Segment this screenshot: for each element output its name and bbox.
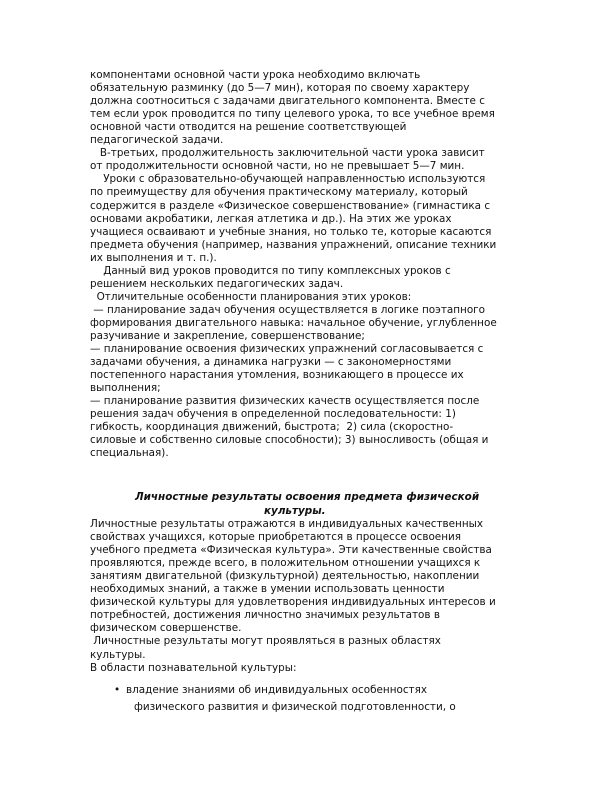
text-line: основами акробатики, легкая атлетика и др.). На этих же уроках (90, 212, 452, 225)
text-line: предмета обучения (например, названия упражнений, описание техники (90, 238, 497, 251)
text-line: Личностные результаты отражаются в индивидуальных качественных (90, 518, 483, 530)
section-heading-line-1: Личностные результаты освоения предмета физической (135, 491, 480, 503)
text-line: по преимуществу для обучения практическому материалу, который (90, 186, 468, 199)
text-line: задачами обучения, а динамика нагрузки — с закономерностями (90, 356, 452, 369)
text-line: Уроки с образовательно-обучающей направленностью используются (90, 173, 486, 186)
text-line: их выполнения и т. п.). (90, 251, 217, 264)
text-line: физическом совершенстве. (90, 622, 242, 635)
bullet-marker: • (114, 684, 121, 696)
text-line: культуры. (90, 648, 146, 661)
text-line: от продолжительности основной части, но не превышает 5—7 мин. (90, 160, 465, 173)
text-line: потребностей, достижения личностно значимых результатов в (90, 609, 440, 622)
section-heading-line-2: культуры. (264, 505, 326, 517)
text-line: формирования двигательного навыка: начальное обучение, углубленное (90, 316, 497, 329)
text-line: решения задач обучения в определенной последовательности: 1) (90, 408, 456, 421)
text-line: проявляются, прежде всего, в положительном отношении учащихся к (90, 557, 481, 570)
text-line: обязательную разминку (до 5—7 мин), которая по своему характеру (90, 82, 470, 95)
text-line: разучивание и закрепление, совершенствование; (90, 330, 365, 342)
text-line: учебного предмета «Физическая культура». Эти качественные свойства (90, 544, 492, 557)
text-line: необходимых знаний, а также в умении использовать ценности (90, 583, 445, 596)
text-line: Отличительные особенности планирования этих уроков: (90, 290, 412, 303)
text-line: Данный вид уроков проводится по типу комплексных уроков с (90, 264, 451, 277)
text-line: постепенного нарастания утомления, возникающего в процессе их (90, 369, 464, 382)
text-line: В-третьих, продолжительность заключительной части урока зависит (90, 147, 485, 160)
text-line: — планирование развития физических качеств осуществляется после (90, 395, 480, 408)
text-line: силовые и собственно силовые способности); 3) выносливость (общая и (90, 434, 489, 447)
text-line: Личностные результаты могут проявляться в разных областях (90, 635, 441, 648)
text-line: учащиеся осваивают и учебные знания, но только те, которые касаются (90, 225, 492, 238)
text-line: педагогической задачи. (90, 134, 224, 147)
bullet-item-line-1: владение знаниями об индивидуальных особенностях (126, 684, 428, 696)
text-line: основной части отводится на решение соответствующей (90, 121, 407, 134)
text-line: тем если урок проводится по типу целевого урока, то все учебное время (90, 108, 495, 121)
text-line: компонентами основной части урока необходимо включать (90, 69, 421, 81)
text-line: В области познавательной культуры: (90, 661, 297, 674)
text-line: специальная). (90, 447, 169, 460)
bullet-item-line-2: физического развития и физической подготовленности, о (134, 701, 456, 713)
text-line: — планирование задач обучения осуществляется в логике поэтапного (90, 303, 485, 316)
text-line: — планирование освоения физических упражнений согласовывается с (90, 343, 484, 356)
text-line: содержится в разделе «Физическое совершенствование» (гимнастика с (90, 199, 491, 212)
text-line: физической культуры для удовлетворения индивидуальных интересов и (90, 596, 496, 609)
text-line: гибкость, координация движений, быстрота; 2) сила (скоростно- (90, 421, 454, 434)
text-line: решением нескольких педагогических задач. (90, 277, 344, 290)
text-line: должна соотноситься с задачами двигательного компонента. Вместе с (90, 95, 485, 108)
text-line: свойствах учащихся, которые приобретаются в процессе освоения (90, 531, 461, 544)
text-line: занятиям двигательной (физкультурной) деятельностью, накоплении (90, 570, 480, 583)
text-line: выполнения; (90, 382, 161, 395)
